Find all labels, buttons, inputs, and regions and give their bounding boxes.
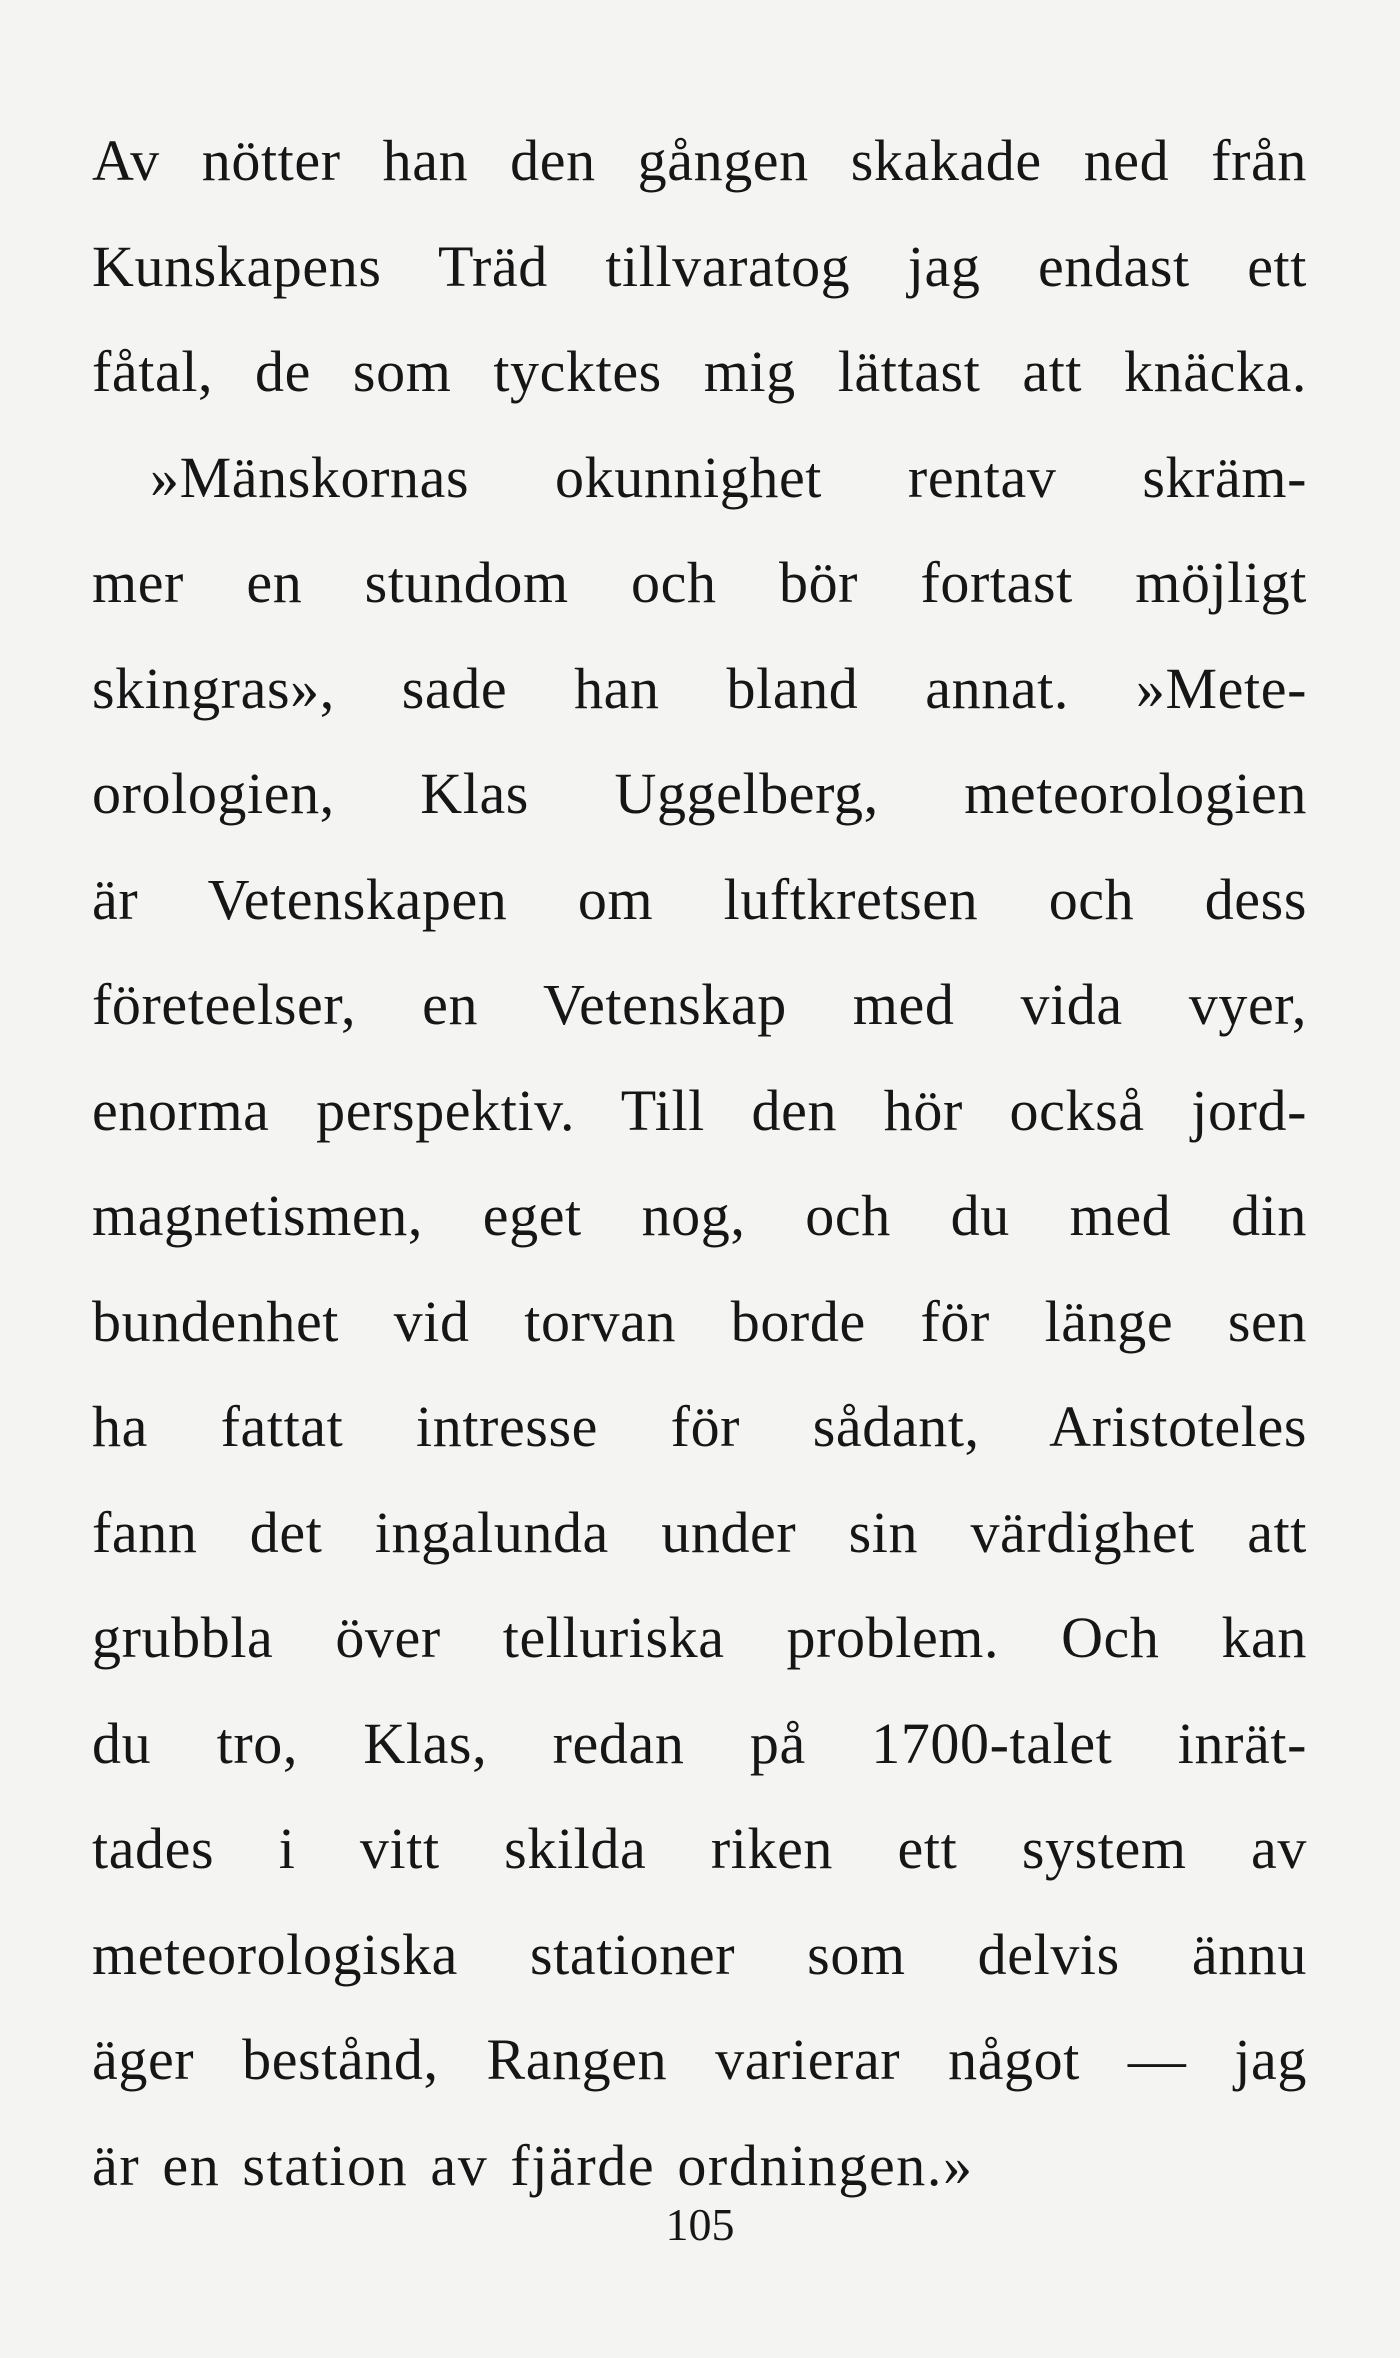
text-line: du tro, Klas, redan på 1700-talet inrät- bbox=[92, 1710, 1307, 1776]
text-line: bundenhet vid torvan borde för länge sen bbox=[92, 1288, 1307, 1354]
body-text bbox=[92, 108, 1307, 2218]
text-line: Kunskapens Träd tillvaratog jag endast ett bbox=[92, 233, 1307, 299]
text-line: Av nötter han den gången skakade ned från bbox=[92, 128, 1307, 193]
text-line: meteorologiska stationer som delvis ännu bbox=[92, 1921, 1307, 1987]
text-line: fåtal, de som tycktes mig lättast att knäcka. bbox=[92, 339, 1307, 404]
text-line: tades i vitt skilda riken ett system av bbox=[92, 1816, 1307, 1881]
text-line: enorma perspektiv. Till den hör också jord- bbox=[92, 1077, 1307, 1143]
text-line: mer en stundom och bör fortast möjligt bbox=[92, 550, 1307, 615]
text-line: fann det ingalunda under sin värdighet att bbox=[92, 1499, 1307, 1565]
text-line: äger bestånd, Rangen varierar något — jag bbox=[92, 2027, 1307, 2092]
text-line: är en station av fjärde ordningen.» bbox=[92, 2132, 974, 2198]
text-line: ha fattat intresse för sådant, Aristoteles bbox=[92, 1394, 1307, 1459]
text-line: orologien, Klas Uggelberg, meteorologien bbox=[92, 761, 1307, 826]
text-line: magnetismen, eget nog, och du med din bbox=[92, 1183, 1307, 1248]
text-line: företeelser, en Vetenskap med vida vyer, bbox=[92, 972, 1307, 1037]
text-line: är Vetenskapen om luftkretsen och dess bbox=[92, 866, 1307, 932]
page-number: 105 bbox=[665, 2199, 735, 2250]
text-line: grubbla över telluriska problem. Och kan bbox=[92, 1605, 1307, 1670]
text-line: skingras», sade han bland annat. »Mete- bbox=[92, 655, 1307, 721]
text-line: »Mänskornas okunnighet rentav skräm- bbox=[150, 444, 1307, 510]
